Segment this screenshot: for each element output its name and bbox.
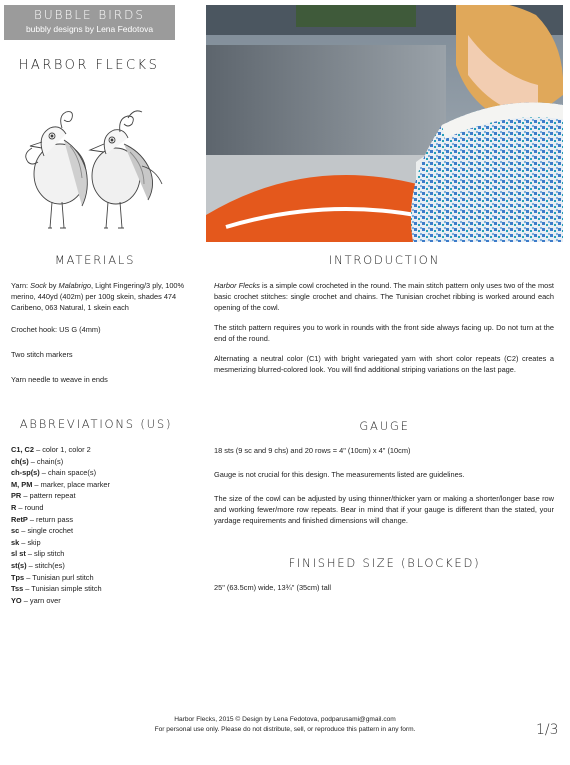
abbreviation-item: sc – single crochet (11, 526, 74, 536)
introduction-heading: INTRODUCTION (328, 253, 441, 267)
pattern-title: HARBOR FLECKS (18, 58, 160, 73)
materials-yarn (11, 280, 185, 313)
materials-needle: Yarn needle to weave in ends (11, 375, 108, 384)
footer-notice: For personal use only. Please do not distribute, sell, or reproduce this pattern in any form. (154, 725, 416, 733)
abbreviation-item: RetP – return pass (11, 514, 74, 524)
materials-section (11, 280, 185, 394)
abbreviation-item: Tss – Tunisian simple stitch (11, 584, 102, 594)
intro-paragraph-1: Harbor Flecks is a simple cowl crocheted in the round. The main stitch pattern only uses two of the most basic crochet stitches: single crochet and chains. The Tunisian crochet ribbing is worked around each opening of the cowl. (214, 281, 554, 312)
page-number: 1/3 (536, 722, 559, 738)
intro-paragraph-2: The stitch pattern requires you to work in rounds with the front side always facing up. Do not turn at the end of the round. (214, 323, 554, 343)
brand-tagline: bubbly designs by Lena Fedotova (25, 24, 154, 34)
brand-banner (4, 5, 175, 40)
finished-size-text: 25" (63.5cm) wide, 13¾" (35cm) tall (214, 583, 331, 592)
abbreviation-item: YO – yarn over (11, 595, 61, 605)
abbreviations-heading: ABBREVIATIONS (US) (19, 417, 173, 431)
abbreviation-item: R – round (11, 502, 44, 512)
abbreviation-item: ch(s) – chain(s) (11, 456, 64, 466)
introduction-section (214, 280, 554, 384)
gauge-heading: GAUGE (359, 419, 410, 433)
abbreviation-item: M, PM – marker, place marker (11, 479, 110, 489)
abbreviation-item: sl st – slip stitch (11, 549, 65, 559)
gauge-paragraph-3: The size of the cowl can be adjusted by using thinner/thicker yarn or making a shorter/longer base row and working fewer/more row repeats. Bear in mind that if your gauge is different than the stated, your yardage requirements and finished dimensions will change. (214, 494, 554, 525)
abbreviation-item: st(s) – stitch(es) (11, 560, 65, 570)
abbreviations-list (11, 444, 181, 606)
intro-pattern-name: Harbor Flecks (214, 281, 260, 290)
footer (0, 715, 570, 734)
abbreviation-item: C1, C2 – color 1, color 2 (11, 445, 91, 454)
cowl-photo (206, 5, 563, 242)
abbreviation-item: Tps – Tunisian purl stitch (11, 572, 94, 582)
abbreviation-item: ch-sp(s) – chain space(s) (11, 468, 97, 478)
yarn-name: Sock (30, 281, 47, 290)
gauge-section (214, 445, 554, 535)
brand-name: BUBBLE BIRDS (33, 8, 146, 22)
materials-hook: Crochet hook: US G (4mm) (11, 325, 101, 334)
birds-illustration (12, 96, 164, 236)
abbreviation-item: sk – skip (11, 537, 41, 547)
intro-paragraph-3: Alternating a neutral color (C1) with bright variegated yarn with short color repeats (C2) creates a mesmerizing blurred-colored look. You will find additional striping variations on the last page. (214, 354, 554, 374)
gauge-paragraph-1: 18 sts (9 sc and 9 chs) and 20 rows = 4" (10cm) x 4" (10cm) (214, 446, 411, 455)
gauge-paragraph-2: Gauge is not crucial for this design. The measurements listed are guidelines. (214, 470, 465, 479)
abbreviation-item: PR – pattern repeat (11, 491, 76, 501)
yarn-by: by (46, 281, 59, 290)
finished-size-heading: FINISHED SIZE (BLOCKED) (288, 556, 481, 570)
yarn-prefix: Yarn: (11, 281, 31, 290)
footer-copyright: Harbor Flecks, 2015 © Design by Lena Fedotova, podparusami@gmail.com (174, 716, 396, 723)
yarn-details: , Light Fingering/3 ply, 100% merino, 440yd (402m) per 100g skein, shades 474 Caribeno, 063 Natural, 1 skein each (11, 281, 185, 312)
yarn-brand: Malabrigo (58, 281, 91, 290)
materials-markers: Two stitch markers (11, 350, 73, 359)
materials-heading: MATERIALS (54, 253, 136, 267)
